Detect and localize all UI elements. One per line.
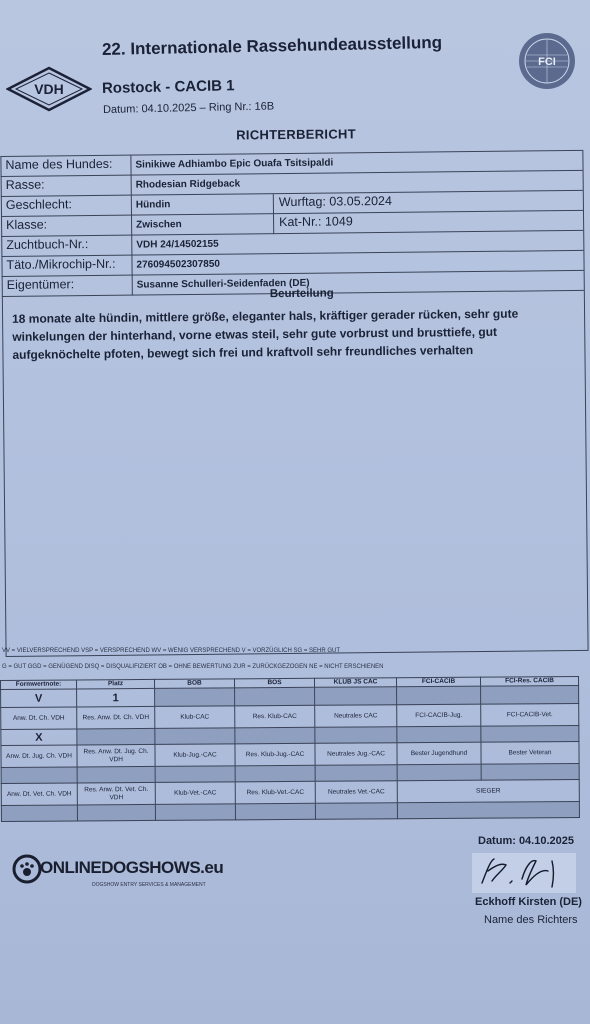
cell-neutrales-cac: Neutrales CAC <box>315 705 397 728</box>
studbook-label: Zuchtbuch-Nr.: <box>6 237 89 252</box>
cell-res-anw-dt-ch: Res. Anw. Dt. Ch. VDH <box>77 706 155 729</box>
col-bob: BOB <box>154 679 234 689</box>
results-grid <box>0 676 590 801</box>
cell-res-anw-dt-jug-ch: Res. Anw. Dt. Jug. Ch. VDH <box>77 744 155 767</box>
vdh-logo <box>6 66 92 112</box>
col-platz: Platz <box>77 679 155 689</box>
results-table <box>0 676 580 822</box>
cell-klub-cac: Klub-CAC <box>155 706 235 729</box>
cell-res-klub-jug-cac: Res. Klub-Jug.-CAC <box>235 743 315 766</box>
sex-label: Geschlecht: <box>5 197 72 212</box>
fci-logo-text: FCI <box>538 56 556 68</box>
show-subtitle: Rostock - CACIB 1 <box>101 77 235 97</box>
col-fci-cacib: FCI-CACIB <box>396 677 480 687</box>
ods-logo-text: ONLINEDOGSHOWS.eu <box>40 858 224 877</box>
col-bos: BOS <box>234 678 314 688</box>
cell-res-anw-dt-vet-ch: Res. Anw. Dt. Vet. Ch. VDH <box>77 782 155 805</box>
report-title: RICHTERBERICHT <box>236 126 357 143</box>
catno-field: Kat-Nr.: 1049 <box>279 214 353 230</box>
studbook-value: VDH 24/14502155 <box>136 238 219 251</box>
assessment-title: Beurteilung <box>269 287 334 301</box>
report-form <box>0 114 590 362</box>
dob-field: Wurftag: 03.05.2024 <box>278 193 392 210</box>
owner-value: Susanne Schulleri-Seidenfaden (DE) <box>136 277 310 291</box>
paw-icon <box>12 854 42 884</box>
cell-res-klub-vet-cac: Res. Klub-Vet.-CAC <box>235 781 315 804</box>
cell-anw-dt-ch: Anw. Dt. Ch. VDH <box>1 707 77 730</box>
col-formwertnote: Formwertnote: <box>1 680 77 690</box>
class-label: Klasse: <box>6 217 48 232</box>
cell-fci-cacib-vet: FCI-CACIB-Vet. <box>481 703 579 726</box>
cell-fci-cacib-jug: FCI-CACIB-Jug. <box>397 704 481 727</box>
cell-bester-jugendhund: Bester Jugendhund <box>397 742 481 765</box>
chip-label: Täto./Mikrochip-Nr.: <box>6 256 116 272</box>
fci-logo <box>518 32 576 90</box>
signature <box>472 853 576 893</box>
results-row-7 <box>1 801 579 821</box>
chip-value: 276094502307850 <box>136 258 221 271</box>
signature-area <box>472 853 576 893</box>
grade-value: V <box>1 689 77 708</box>
col-klub-js-cac: KLUB JS CAC <box>314 678 396 688</box>
cell-neutrales-jug-cac: Neutrales Jug.-CAC <box>315 743 397 766</box>
breed-value: Rhodesian Ridgeback <box>135 178 241 191</box>
vdh-logo-text: VDH <box>34 81 64 97</box>
sex-value: Hündin <box>135 199 171 211</box>
legend-line-2: G = GUT GGD = GENÜGEND DISQ = DISQUALIFIZIERT OB = OHNE BEWERTUNG ZUR = ZURÜCKGEZOGEN NE = NICHT ERSCHIENEN <box>2 664 384 670</box>
cell-bester-veteran: Bester Veteran <box>481 741 579 764</box>
cell-sieger: SIEGER <box>397 779 579 802</box>
cell-res-klub-cac: Res. Klub-CAC <box>235 705 315 728</box>
cell-klub-vet-cac: Klub-Vet.-CAC <box>155 782 235 805</box>
breed-label: Rasse: <box>5 177 45 192</box>
assessment-text: 18 monate alte hündin, mittlere größe, eleganter hals, kräftiger gerader rücken, sehr gute winkelungen der hinterhand, vorne etwas steil, sehr gute vorbrust und brusttiefe, gut aufgeknöchelte pfoten, bewegt sich frei und kraftvoll sehr freundliches verhalten <box>12 306 519 362</box>
name-label: Name des Hundes: <box>5 156 113 172</box>
name-value: Sinikiwe Adhiambo Epic Ouafa Tsitsipaldi <box>135 157 334 171</box>
right-border <box>582 150 588 650</box>
place-value: 1 <box>77 688 155 707</box>
cell-anw-dt-vet-ch: Anw. Dt. Vet. Ch. VDH <box>1 783 77 806</box>
judge-name: Eckhoff Kirsten (DE) <box>475 896 582 908</box>
show-title: 22. Internationale Rassehundeausstellung <box>101 32 443 59</box>
ods-tagline: DOGSHOW ENTRY SERVICES & MANAGEMENT <box>92 882 206 888</box>
cell-anw-dt-jug-ch: Anw. Dt. Jug. Ch. VDH <box>1 745 77 768</box>
owner-label: Eigentümer: <box>6 277 75 292</box>
cell-klub-jug-cac: Klub-Jug.-CAC <box>155 744 235 767</box>
mark-value: X <box>1 729 77 746</box>
class-value: Zwischen <box>136 219 182 231</box>
legend-line-1: VV = VIELVERSPRECHEND VSP = VERSPRECHEND WV = WENIG VERSPRECHEND V = VORZÜGLICH SG = SEHR GUT <box>2 648 341 654</box>
show-date-ring: Datum: 04.10.2025 – Ring Nr.: 16B <box>102 100 275 116</box>
cell-neutrales-vet-cac: Neutrales Vet.-CAC <box>315 781 397 804</box>
col-fci-res-cacib: FCI-Res. CACIB <box>480 676 578 686</box>
footer-date: Datum: 04.10.2025 <box>478 835 574 847</box>
judge-role: Name des Richters <box>484 914 578 926</box>
